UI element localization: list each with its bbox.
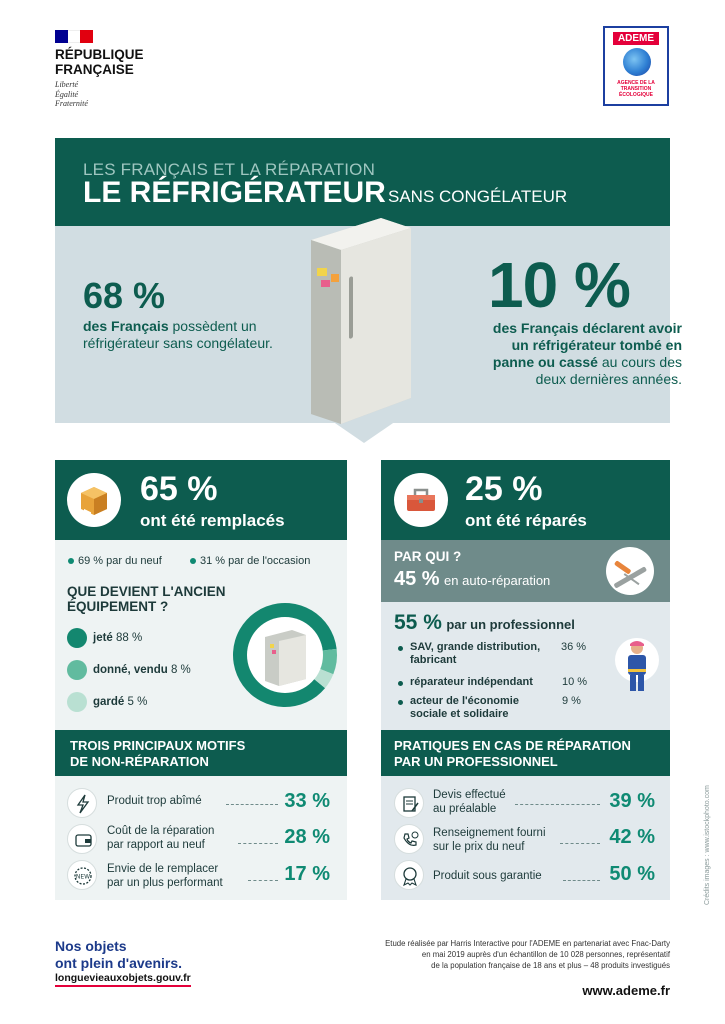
bullet-dot	[398, 681, 403, 686]
toolbox-icon	[394, 473, 448, 527]
guarantee-badge-icon	[394, 860, 424, 890]
motif-label-2: Coût de la réparation par rapport au neuf	[107, 825, 215, 851]
ademe-name: ADEME	[613, 32, 659, 45]
new-badge-icon	[67, 860, 97, 890]
pro-ess-value: 9 %	[562, 695, 581, 707]
pro-sav-label: SAV, grande distribution, fabricant	[410, 641, 541, 666]
bullet-dot	[68, 558, 74, 564]
motif-percent-2: 28 %	[284, 826, 330, 848]
donut-chart	[230, 600, 340, 710]
professional-repair	[394, 611, 575, 635]
legend-garde-value: 5 %	[127, 696, 148, 708]
study-note: Etude réalisée par Harris Interactive pour l'ADEME en partenariat avec Fnac-Darty en mai 2019 auprès d'un échantillon de 10 028 personnes, représentatif de la population française de 18 ans et plus – 48 produits investigués	[385, 939, 670, 970]
motif-label-1: Produit trop abîmé	[107, 795, 202, 807]
replaced-label: ont été remplacés	[140, 511, 285, 530]
wrench-screwdriver-icon	[600, 545, 660, 597]
owners-text	[83, 318, 283, 352]
pro-ess-label: acteur de l'économie sociale et solidaire	[410, 695, 519, 720]
campaign-link[interactable]: longuevieauxobjets.gouv.fr	[55, 972, 191, 987]
legend-jete	[93, 632, 142, 644]
dotted-leader	[238, 843, 278, 844]
ademe-logo	[603, 26, 669, 106]
self-repair	[394, 568, 550, 591]
repaired-label: ont été réparés	[465, 511, 587, 530]
pratique-label-2: Renseignement fourni sur le prix du neuf	[433, 827, 546, 853]
split-new	[68, 555, 162, 567]
campaign-slogan: Nos objets ont plein d'avenirs.	[55, 938, 183, 971]
breakdown-text-rest: au cours des deux dernières années.	[535, 354, 682, 387]
bullet-dot	[398, 646, 403, 651]
stats-pointer	[332, 421, 396, 443]
pratique-label-1: Devis effectué au préalable	[433, 789, 506, 815]
repairman-illustration	[612, 636, 662, 698]
legend-donne	[93, 664, 191, 676]
wallet-icon	[67, 824, 97, 854]
split-used	[190, 555, 310, 567]
small-fridge-icon	[265, 630, 306, 686]
breakdown-text	[482, 320, 682, 388]
legend-donne-value: 8 %	[170, 664, 191, 676]
page-subtitle: SANS CONGÉLATEUR	[388, 187, 568, 206]
repaired-percent: 25 %	[465, 470, 543, 508]
image-credits: Crédits images : www.istockphoto.com	[704, 785, 711, 905]
ademe-subtitle: AGENCE DE LA TRANSITION ÉCOLOGIQUE	[617, 80, 655, 98]
legend-dot-jete	[67, 628, 87, 648]
split-new-text: 69 % par du neuf	[78, 555, 162, 567]
legend-dot-garde	[67, 692, 87, 712]
pro-sav-value: 36 %	[561, 641, 587, 653]
motif-percent-1: 33 %	[284, 790, 330, 812]
page-title: LE RÉFRIGÉRATEUR	[83, 176, 386, 209]
professional-label: par un professionnel	[446, 617, 575, 632]
dotted-leader	[563, 880, 600, 881]
legend-dot-donne	[67, 660, 87, 680]
pratique-percent-3: 50 %	[609, 863, 655, 885]
self-repair-percent: 45 %	[394, 568, 440, 590]
replaced-percent: 65 %	[140, 470, 218, 508]
pratique-label-3: Produit sous garantie	[433, 870, 542, 882]
legend-jete-label: jeté	[93, 632, 113, 644]
professional-percent: 55 %	[394, 611, 442, 634]
broken-lightning-icon	[67, 788, 97, 818]
title-kicker: LES FRANÇAIS ET LA RÉPARATION	[83, 160, 376, 179]
phone-info-icon	[394, 824, 424, 854]
par-qui-title: PAR QUI ?	[394, 549, 462, 564]
motif-percent-3: 17 %	[284, 863, 330, 885]
legend-garde-label: gardé	[93, 696, 125, 708]
pro-independent-label: réparateur indépendant	[410, 676, 533, 688]
self-repair-label: en auto-réparation	[444, 573, 551, 588]
pratiques-title: PRATIQUES EN CAS DE RÉPARATION PAR UN PROFESSIONNEL	[394, 738, 631, 769]
legend-garde	[93, 696, 147, 708]
breakdown-text-bold: des Français déclarent avoir un réfrigérateur tombé en panne ou cassé	[492, 320, 682, 370]
dotted-leader	[226, 804, 278, 805]
legend-donne-label: donné, vendu	[93, 664, 168, 676]
svg-text:NEW: NEW	[75, 873, 91, 881]
legend-jete-value: 88 %	[116, 632, 143, 644]
ademe-link[interactable]: www.ademe.fr	[582, 983, 670, 998]
fridge-illustration	[307, 218, 413, 424]
owners-text-bold: des Français	[83, 318, 169, 334]
dotted-leader	[560, 843, 600, 844]
motif-label-3: Envie de le remplacer par un plus performant	[107, 863, 223, 889]
package-box-icon	[67, 473, 121, 527]
old-equipment-question: QUE DEVIENT L'ANCIEN ÉQUIPEMENT ?	[67, 584, 226, 614]
owners-percent: 68 %	[83, 275, 166, 316]
pratique-percent-2: 42 %	[609, 826, 655, 848]
pro-independent-value: 10 %	[562, 676, 588, 688]
pratique-percent-1: 39 %	[609, 790, 655, 812]
motifs-title: TROIS PRINCIPAUX MOTIFS DE NON-RÉPARATION	[70, 738, 246, 769]
dotted-leader	[248, 880, 278, 881]
quote-document-icon	[394, 788, 424, 818]
republique-francaise-logo: RÉPUBLIQUE FRANÇAISE	[55, 47, 144, 77]
split-used-text: 31 % par de l'occasion	[200, 555, 311, 567]
dotted-leader	[515, 804, 600, 805]
bullet-dot	[398, 700, 403, 705]
republique-motto: Liberté Égalité Fraternité	[55, 80, 88, 108]
bullet-dot	[190, 558, 196, 564]
globe-icon	[623, 48, 651, 76]
marianne-flag-icon	[55, 30, 93, 43]
owners-text-rest: possèdent un réfrigérateur sans congélateur.	[83, 318, 273, 351]
breakdown-percent: 10 %	[488, 249, 630, 321]
